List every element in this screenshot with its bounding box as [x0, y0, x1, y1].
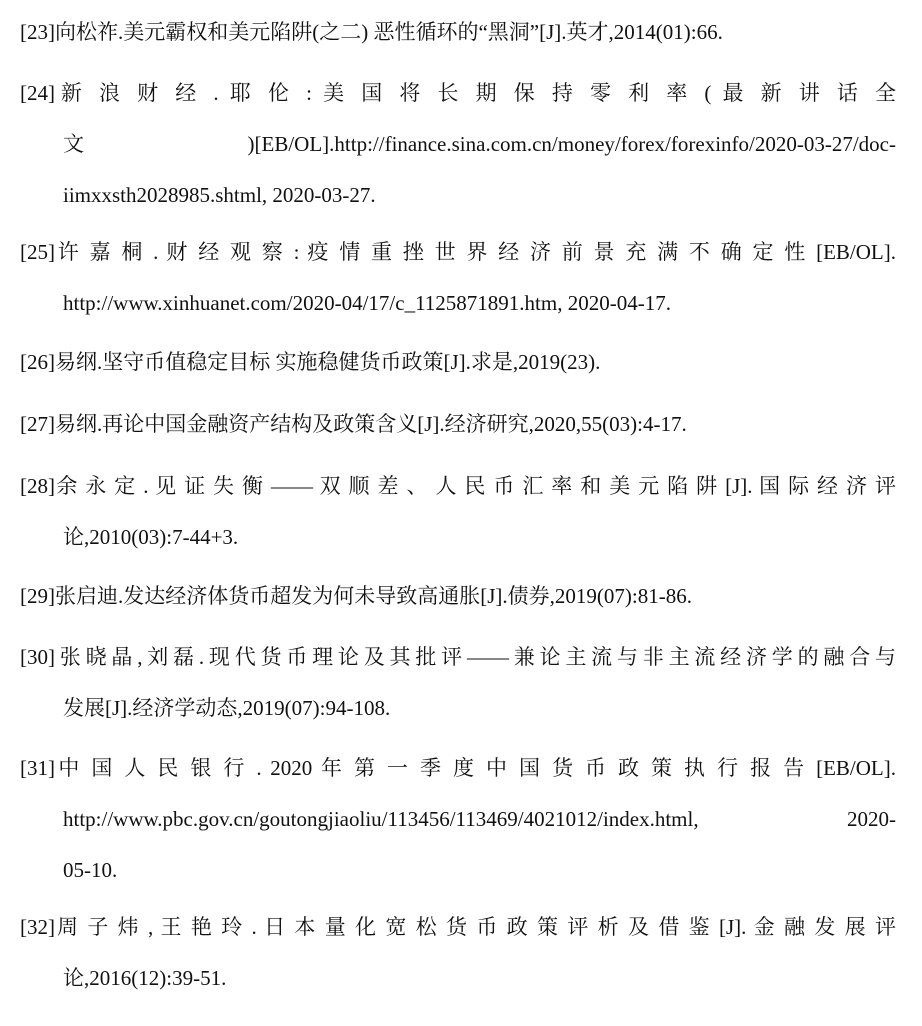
reference-line: 论,2010(03):7-44+3.	[63, 525, 239, 549]
reference-line: [27]易纲.再论中国金融资产结构及政策含义[J].经济研究,2020,55(03):4-17.	[20, 412, 687, 436]
reference-line: 文 )[EB/OL].http://finance.sina.com.cn/money/forex/forexinfo/2020-03-27/doc-	[63, 132, 896, 156]
reference-item-28	[20, 461, 896, 563]
reference-line: [25]许 嘉 桐 . 财 经 观 察 : 疫 情 重 挫 世 界 经 济 前 景 充 满 不 确 定 性 [EB/OL].	[20, 240, 896, 264]
reference-item-23	[20, 7, 896, 58]
reference-line: http://www.xinhuanet.com/2020-04/17/c_1125871891.htm, 2020-04-17.	[63, 291, 671, 315]
reference-line: http://www.pbc.gov.cn/goutongjiaoliu/113456/113469/4021012/index.html, 2020-	[63, 807, 896, 831]
reference-line: [29]张启迪.发达经济体货币超发为何未导致高通胀[J].债券,2019(07):81-86.	[20, 584, 692, 608]
reference-line: iimxxsth2028985.shtml, 2020-03-27.	[63, 183, 376, 207]
reference-line: [23]向松祚.美元霸权和美元陷阱(之二) 恶性循环的“黑洞”[J].英才,2014(01):66.	[20, 20, 723, 44]
reference-line: [26]易纲.坚守币值稳定目标 实施稳健货币政策[J].求是,2019(23).	[20, 350, 601, 374]
reference-item-32	[20, 902, 896, 1004]
reference-item-26	[20, 337, 896, 388]
reference-line: [31]中 国 人 民 银 行 . 2020 年 第 一 季 度 中 国 货 币 政 策 执 行 报 告 [EB/OL].	[20, 756, 896, 780]
reference-item-27	[20, 399, 896, 450]
reference-item-25	[20, 227, 896, 329]
reference-line: 05-10.	[63, 858, 118, 882]
reference-line: [32]周 子 炜 , 王 艳 玲 . 日 本 量 化 宽 松 货 币 政 策 评 析 及 借 鉴 [J]. 金 融 发 展 评	[20, 915, 896, 939]
reference-line: 论,2016(12):39-51.	[63, 966, 227, 990]
reference-line: [24]新 浪 财 经 . 耶 伦 : 美 国 将 长 期 保 持 零 利 率 ( 最 新 讲 话 全	[20, 81, 896, 105]
reference-item-29	[20, 571, 896, 622]
reference-line: [28]余 永 定 . 见 证 失 衡 —— 双 顺 差 、 人 民 币 汇 率 和 美 元 陷 阱 [J]. 国 际 经 济 评	[20, 474, 896, 498]
reference-line: [30]张晓晶,刘磊.现代货币理论及其批评——兼论主流与非主流经济学的融合与	[20, 645, 896, 669]
reference-item-30	[20, 632, 896, 734]
reference-line: 发展[J].经济学动态,2019(07):94-108.	[63, 696, 391, 720]
reference-item-24	[20, 68, 896, 221]
reference-item-31	[20, 743, 896, 896]
